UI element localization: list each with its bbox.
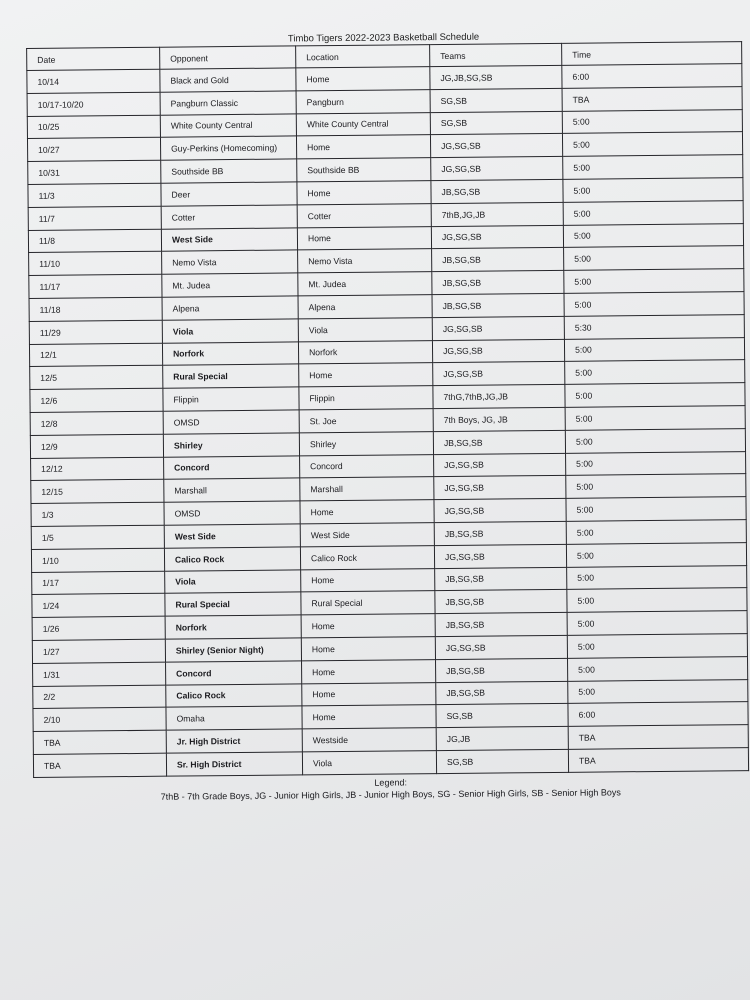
- teams-cell: SG,SB: [430, 111, 562, 135]
- teams-cell: JG,SG,SB: [431, 157, 563, 181]
- time-cell: 6:00: [568, 702, 748, 727]
- teams-cell: JB,SG,SB: [433, 430, 565, 454]
- date-cell: 11/8: [28, 229, 161, 253]
- opponent-cell: Nemo Vista: [162, 250, 298, 274]
- date-cell: 11/7: [28, 206, 161, 230]
- opponent-cell: Concord: [164, 455, 300, 479]
- teams-cell: JG,SG,SB: [434, 476, 566, 500]
- date-cell: 12/9: [30, 434, 163, 458]
- teams-cell: JG,SG,SB: [432, 339, 564, 363]
- location-cell: Home: [297, 181, 431, 205]
- time-cell: 5:00: [563, 223, 743, 248]
- date-cell: 1/26: [32, 616, 165, 640]
- column-header-location: Location: [296, 45, 430, 68]
- schedule-title: Timbo Tigers 2022-2023 Basketball Schedule: [287, 31, 480, 45]
- location-cell: Pangburn: [296, 89, 430, 113]
- time-cell: 5:00: [565, 406, 745, 431]
- teams-cell: JG,JB,SG,SB: [430, 65, 562, 89]
- time-cell: 5:00: [567, 634, 747, 659]
- time-cell: 5:00: [562, 109, 742, 134]
- time-cell: 5:00: [563, 155, 743, 180]
- legend-label: Legend:: [374, 777, 407, 788]
- location-cell: Westside: [302, 728, 436, 752]
- date-cell: 10/14: [27, 69, 160, 93]
- date-cell: 10/17-10/20: [27, 92, 160, 116]
- time-cell: 5:00: [564, 246, 744, 271]
- location-cell: White County Central: [296, 112, 430, 136]
- time-cell: 5:00: [564, 269, 744, 294]
- date-cell: 12/1: [29, 343, 162, 367]
- location-cell: Home: [297, 226, 431, 250]
- teams-cell: JG,SG,SB: [435, 635, 567, 659]
- opponent-cell: Guy-Perkins (Homecoming): [160, 136, 296, 160]
- teams-cell: 7thG,7thB,JG,JB: [433, 384, 565, 408]
- teams-cell: SG,SB: [430, 88, 562, 112]
- schedule-table: [26, 41, 749, 778]
- opponent-cell: Shirley (Senior Night): [165, 638, 301, 662]
- time-cell: 6:00: [562, 64, 742, 89]
- teams-cell: JB,SG,SB: [432, 271, 564, 295]
- date-cell: 1/17: [32, 571, 165, 595]
- teams-cell: JB,SG,SB: [436, 681, 568, 705]
- opponent-cell: Rural Special: [165, 592, 301, 616]
- opponent-cell: Calico Rock: [166, 683, 302, 707]
- location-cell: Home: [301, 568, 435, 592]
- schedule-body: [27, 64, 749, 778]
- teams-cell: JB,SG,SB: [436, 658, 568, 682]
- time-cell: 5:00: [567, 611, 747, 636]
- location-cell: Home: [300, 500, 434, 524]
- opponent-cell: Black and Gold: [160, 68, 296, 92]
- opponent-cell: Rural Special: [163, 364, 299, 388]
- location-cell: Cotter: [297, 203, 431, 227]
- teams-cell: SG,SB: [436, 704, 568, 728]
- location-cell: Viola: [298, 317, 432, 341]
- date-cell: 1/10: [31, 548, 164, 572]
- location-cell: Nemo Vista: [298, 249, 432, 273]
- time-cell: 5:00: [563, 178, 743, 203]
- teams-cell: JB,SG,SB: [432, 293, 564, 317]
- location-cell: Viola: [302, 750, 436, 774]
- teams-cell: JG,SG,SB: [430, 134, 562, 158]
- date-cell: 12/5: [30, 366, 163, 390]
- location-cell: Home: [302, 682, 436, 706]
- opponent-cell: Concord: [166, 661, 302, 685]
- location-cell: Norfork: [298, 340, 432, 364]
- opponent-cell: Cotter: [161, 205, 297, 229]
- date-cell: 11/18: [29, 297, 162, 321]
- opponent-cell: West Side: [161, 227, 297, 251]
- time-cell: TBA: [568, 748, 748, 773]
- opponent-cell: Omaha: [166, 706, 302, 730]
- opponent-cell: Viola: [165, 569, 301, 593]
- opponent-cell: Shirley: [163, 433, 299, 457]
- time-cell: 5:00: [567, 565, 747, 590]
- location-cell: Mt. Judea: [298, 272, 432, 296]
- teams-cell: JG,SG,SB: [434, 498, 566, 522]
- location-cell: Calico Rock: [300, 545, 434, 569]
- location-cell: Rural Special: [301, 591, 435, 615]
- teams-cell: JB,SG,SB: [435, 590, 567, 614]
- location-cell: Home: [301, 614, 435, 638]
- location-cell: Home: [302, 705, 436, 729]
- date-cell: TBA: [33, 730, 166, 754]
- time-cell: 5:00: [566, 474, 746, 499]
- teams-cell: JG,SG,SB: [431, 225, 563, 249]
- date-cell: 1/24: [32, 594, 165, 618]
- opponent-cell: Alpena: [162, 296, 298, 320]
- time-cell: 5:00: [564, 337, 744, 362]
- time-cell: 5:00: [565, 428, 745, 453]
- location-cell: Shirley: [299, 431, 433, 455]
- date-cell: 2/2: [33, 685, 166, 709]
- teams-cell: JG,SG,SB: [434, 544, 566, 568]
- date-cell: 11/3: [28, 183, 161, 207]
- teams-cell: 7th Boys, JG, JB: [433, 407, 565, 431]
- opponent-cell: Viola: [162, 319, 298, 343]
- location-cell: St. Joe: [299, 409, 433, 433]
- opponent-cell: Jr. High District: [166, 729, 302, 753]
- opponent-cell: White County Central: [160, 114, 296, 138]
- location-cell: Home: [302, 659, 436, 683]
- time-cell: 5:00: [563, 200, 743, 225]
- date-cell: 11/10: [29, 252, 162, 276]
- opponent-cell: Pangburn Classic: [160, 91, 296, 115]
- date-cell: 10/25: [27, 115, 160, 139]
- teams-cell: JG,JB: [436, 726, 568, 750]
- location-cell: Alpena: [298, 295, 432, 319]
- opponent-cell: OMSD: [164, 501, 300, 525]
- teams-cell: JB,SG,SB: [431, 179, 563, 203]
- time-cell: 5:00: [567, 588, 747, 613]
- opponent-cell: OMSD: [163, 410, 299, 434]
- time-cell: 5:00: [566, 520, 746, 545]
- date-cell: 1/3: [31, 502, 164, 526]
- column-header-date: Date: [27, 47, 160, 70]
- teams-cell: 7thB,JG,JB: [431, 202, 563, 226]
- location-cell: West Side: [300, 523, 434, 547]
- location-cell: Flippin: [299, 386, 433, 410]
- date-cell: 12/15: [31, 480, 164, 504]
- column-header-time: Time: [562, 42, 742, 66]
- schedule-page: [26, 29, 748, 804]
- legend: [33, 773, 748, 804]
- date-cell: 10/31: [28, 160, 161, 184]
- opponent-cell: Southside BB: [161, 159, 297, 183]
- opponent-cell: West Side: [164, 524, 300, 548]
- time-cell: 5:00: [566, 497, 746, 522]
- date-cell: 2/10: [33, 708, 166, 732]
- opponent-cell: Deer: [161, 182, 297, 206]
- time-cell: 5:00: [565, 383, 745, 408]
- location-cell: Home: [296, 135, 430, 159]
- time-cell: 5:00: [564, 292, 744, 317]
- time-cell: 5:00: [568, 679, 748, 704]
- teams-cell: JB,SG,SB: [434, 521, 566, 545]
- date-cell: 10/27: [27, 138, 160, 162]
- teams-cell: SG,SB: [436, 749, 568, 773]
- time-cell: 5:00: [567, 656, 747, 681]
- location-cell: Home: [299, 363, 433, 387]
- opponent-cell: Norfork: [162, 341, 298, 365]
- time-cell: 5:00: [562, 132, 742, 157]
- teams-cell: JB,SG,SB: [435, 567, 567, 591]
- teams-cell: JB,SG,SB: [435, 612, 567, 636]
- opponent-cell: Mt. Judea: [162, 273, 298, 297]
- date-cell: TBA: [33, 753, 166, 777]
- teams-cell: JG,SG,SB: [434, 453, 566, 477]
- opponent-cell: Marshall: [164, 478, 300, 502]
- opponent-cell: Sr. High District: [166, 752, 302, 776]
- date-cell: 12/12: [31, 457, 164, 481]
- column-header-opponent: Opponent: [160, 46, 296, 69]
- date-cell: 1/31: [33, 662, 166, 686]
- date-cell: 1/5: [31, 525, 164, 549]
- time-cell: TBA: [568, 725, 748, 750]
- teams-cell: JG,SG,SB: [433, 362, 565, 386]
- location-cell: Southside BB: [297, 158, 431, 182]
- location-cell: Home: [301, 637, 435, 661]
- time-cell: 5:00: [566, 451, 746, 476]
- date-cell: 12/6: [30, 388, 163, 412]
- opponent-cell: Calico Rock: [164, 547, 300, 571]
- date-cell: 11/17: [29, 274, 162, 298]
- opponent-cell: Norfork: [165, 615, 301, 639]
- time-cell: TBA: [562, 86, 742, 111]
- time-cell: 5:30: [564, 314, 744, 339]
- column-header-teams: Teams: [430, 43, 562, 66]
- date-cell: 1/27: [32, 639, 165, 663]
- opponent-cell: Flippin: [163, 387, 299, 411]
- date-cell: 11/29: [29, 320, 162, 344]
- legend-text: 7thB - 7th Grade Boys, JG - Junior High Girls, JB - Junior High Boys, SG - Senior High Girls, SB - Senior High Boys: [160, 787, 621, 802]
- time-cell: 5:00: [566, 542, 746, 567]
- location-cell: Concord: [300, 454, 434, 478]
- teams-cell: JG,SG,SB: [432, 316, 564, 340]
- location-cell: Home: [296, 67, 430, 91]
- teams-cell: JB,SG,SB: [432, 248, 564, 272]
- location-cell: Marshall: [300, 477, 434, 501]
- date-cell: 12/8: [30, 411, 163, 435]
- time-cell: 5:00: [565, 360, 745, 385]
